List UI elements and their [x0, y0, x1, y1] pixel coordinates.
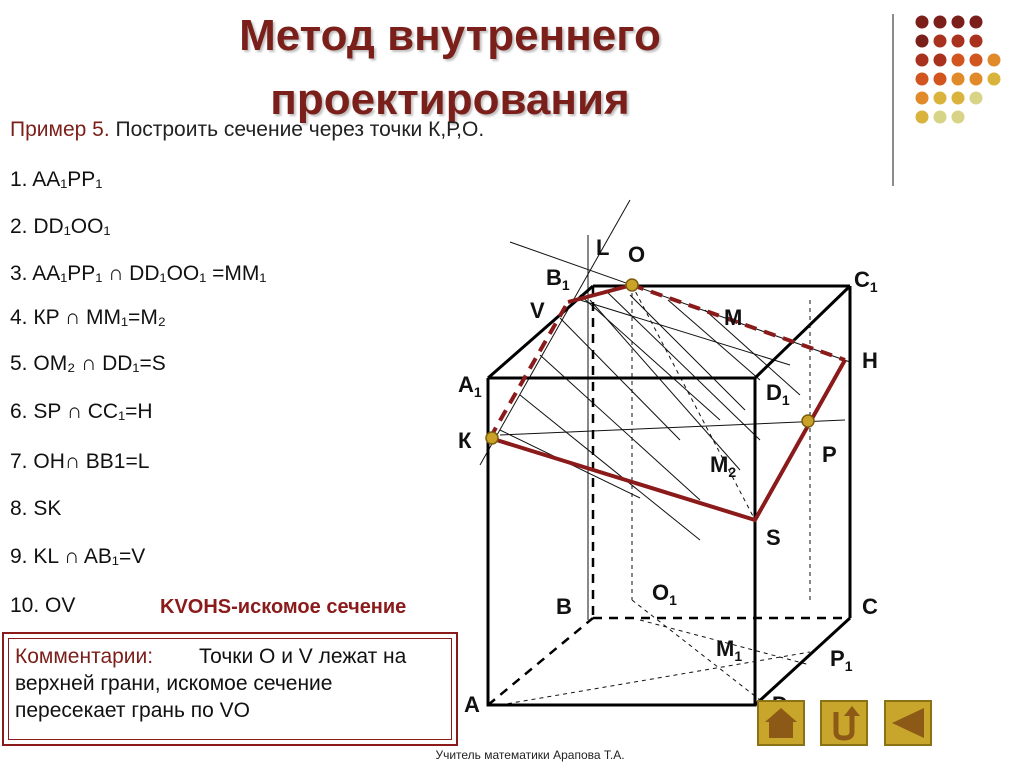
point-label-d1: $D_1$ — [766, 380, 790, 408]
point-label-b: B — [556, 594, 572, 619]
back-button[interactable] — [884, 700, 932, 746]
point-label-a1: $A_1$ — [458, 372, 482, 400]
step-number: 5. — [10, 352, 34, 375]
comment-label: Комментарии: — [15, 645, 154, 668]
point-label-p1: $P_1$ — [830, 646, 853, 674]
point-label-s: S — [766, 525, 781, 550]
point-label-m: M — [724, 305, 743, 330]
answer-text: KVOHS-искомое сечение — [160, 596, 407, 618]
step-number: 8. — [10, 497, 34, 520]
point-label-m1: $M_1$ — [716, 636, 743, 664]
point-o-marker — [626, 279, 638, 291]
step-text: AA₁PP₁ ∩ DD₁OO₁ =MM₁ — [32, 262, 267, 285]
home-icon — [759, 702, 803, 744]
step-text: КP ∩ MM₁=M₂ — [33, 306, 166, 329]
step-text: OH∩ BB1=L — [33, 450, 150, 473]
step-text: AA₁PP₁ — [32, 168, 103, 191]
step-number: 3. — [10, 262, 33, 285]
point-label-a: A — [464, 692, 480, 717]
auxiliary-lines — [480, 200, 850, 620]
step-number: 10. — [10, 594, 46, 617]
point-label-l: L — [596, 235, 610, 260]
home-button[interactable] — [757, 700, 805, 746]
title-line-1: Метод внутреннего — [239, 11, 661, 60]
point-p-marker — [802, 415, 814, 427]
point-label-o: O — [628, 242, 646, 267]
back-triangle-icon — [886, 702, 930, 744]
step-number: 6. — [10, 400, 34, 423]
point-k-marker — [486, 432, 498, 444]
point-label-k: К — [458, 428, 472, 453]
point-label-c: C — [862, 594, 878, 619]
step-text: OM₂ ∩ DD₁=S — [33, 352, 166, 375]
point-labels — [458, 235, 878, 717]
point-label-h: H — [862, 348, 878, 373]
step-text: KL ∩ AB₁=V — [33, 545, 146, 568]
example-label: Пример 5. — [10, 118, 110, 141]
title-line-2: проектирования — [270, 75, 630, 124]
point-label-m2: $M_2$ — [710, 452, 737, 480]
step-text: DD₁OO₁ — [33, 215, 111, 238]
comment-text: Точки О и V лежат на верхней грани, искомое сечение пересекает грань по VO — [15, 645, 407, 722]
step-text: SP ∩ CC₁=H — [33, 400, 153, 423]
step-number: 9. — [10, 545, 34, 568]
step-number: 7. — [10, 450, 34, 473]
example-text: Построить сечение через точки К,Р,О. — [109, 118, 485, 141]
step-number: 2. — [10, 215, 34, 238]
step-number: 1. — [10, 168, 33, 191]
point-label-p: P — [822, 442, 837, 467]
return-arrow-icon — [822, 702, 866, 744]
point-label-b1: $B_1$ — [546, 265, 570, 293]
point-label-c1: $C_1$ — [854, 267, 878, 295]
step-text: OV — [45, 594, 76, 617]
point-label-o1: $O_1$ — [652, 580, 677, 608]
step-number: 4. — [10, 306, 34, 329]
point-label-v: V — [530, 298, 545, 323]
footer-author: Учитель математики Арапова Т.А. — [435, 748, 625, 762]
return-button[interactable] — [820, 700, 868, 746]
step-text: SK — [33, 497, 62, 520]
